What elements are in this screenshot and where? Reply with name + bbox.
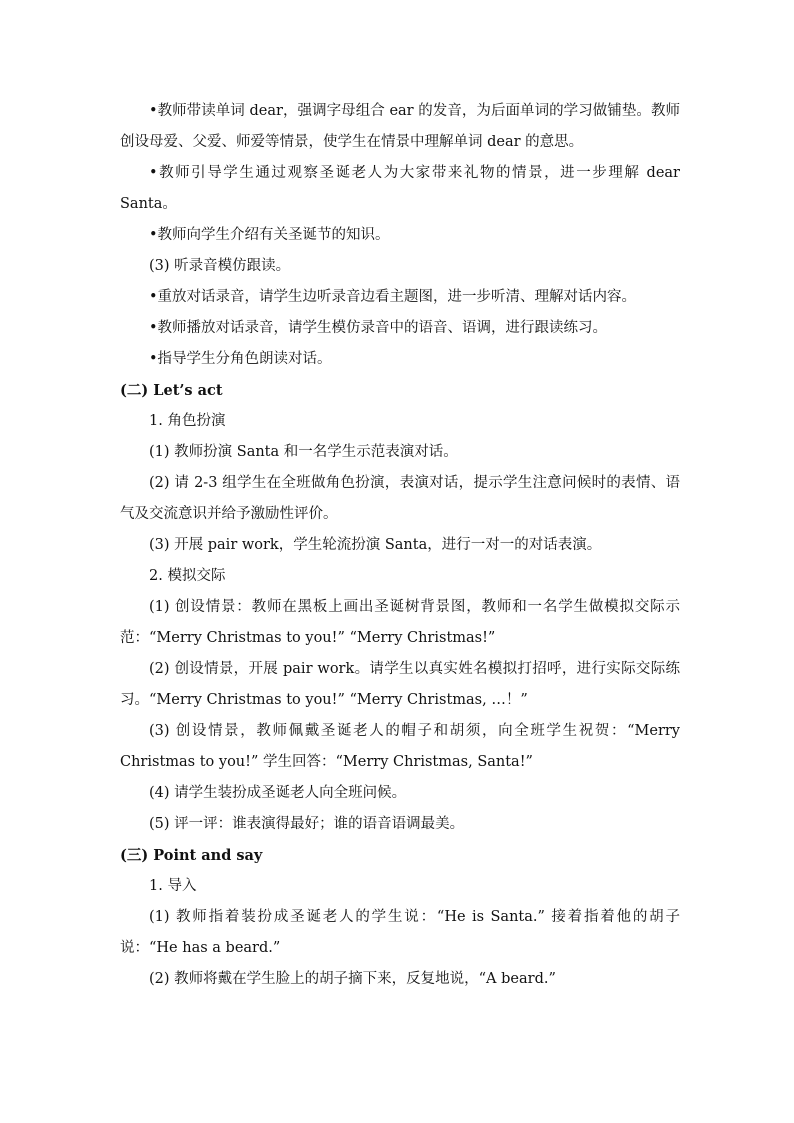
paragraph: (2) 创设情景，开展 pair work。请学生以真实姓名模拟打招呼，进行实际交际练习。“Merry Christmas to you!” “Merry Christmas, …！”	[120, 661, 680, 708]
paragraph: (3) 创设情景，教师佩戴圣诞老人的帽子和胡须，向全班学生祝贺：“Merry Christmas to you!” 学生回答：“Merry Christmas, Santa!”	[120, 723, 680, 770]
paragraph: (3) 听录音模仿跟读。	[149, 258, 291, 274]
paragraph: 2. 模拟交际	[149, 568, 226, 584]
section-heading: (二) Let’s act	[120, 382, 223, 399]
paragraph: (2) 请 2-3 组学生在全班做角色扮演，表演对话，提示学生注意问候时的表情、语气及交流意识并给予激励性评价。	[120, 475, 680, 522]
paragraph: •教师引导学生通过观察圣诞老人为大家带来礼物的情景，进一步理解 dear Santa。	[120, 165, 680, 212]
paragraph: (1) 创设情景：教师在黑板上画出圣诞树背景图，教师和一名学生做模拟交际示范：“Merry Christmas to you!” “Merry Christmas!”	[120, 599, 680, 646]
paragraph: (4) 请学生装扮成圣诞老人向全班问候。	[149, 785, 407, 801]
paragraph: (3) 开展 pair work，学生轮流扮演 Santa，进行一对一的对话表演。	[149, 537, 602, 553]
paragraph: (2) 教师将戴在学生脸上的胡子摘下来，反复地说，“A beard.”	[149, 971, 556, 987]
paragraph: •指导学生分角色朗读对话。	[149, 351, 332, 367]
paragraph: (5) 评一评：谁表演得最好；谁的语音语调最美。	[149, 816, 465, 832]
paragraph: (1) 教师指着装扮成圣诞老人的学生说：“He is Santa.” 接着指着他的胡子说：“He has a beard.”	[120, 909, 680, 956]
paragraph: •教师带读单词 dear，强调字母组合 ear 的发音，为后面单词的学习做铺垫。教师创设母爱、父爱、师爱等情景，使学生在情景中理解单词 dear 的意思。	[120, 103, 680, 150]
paragraph: 1. 导入	[149, 878, 197, 894]
paragraph: •教师向学生介绍有关圣诞节的知识。	[149, 227, 390, 243]
paragraph: (1) 教师扮演 Santa 和一名学生示范表演对话。	[149, 444, 458, 460]
paragraph: •重放对话录音，请学生边听录音边看主题图，进一步听清、理解对话内容。	[149, 289, 637, 305]
paragraph: •教师播放对话录音，请学生模仿录音中的语音、语调，进行跟读练习。	[149, 320, 608, 336]
section-heading: (三) Point and say	[120, 847, 263, 864]
paragraph: 1. 角色扮演	[149, 413, 226, 429]
document-body	[120, 96, 680, 995]
